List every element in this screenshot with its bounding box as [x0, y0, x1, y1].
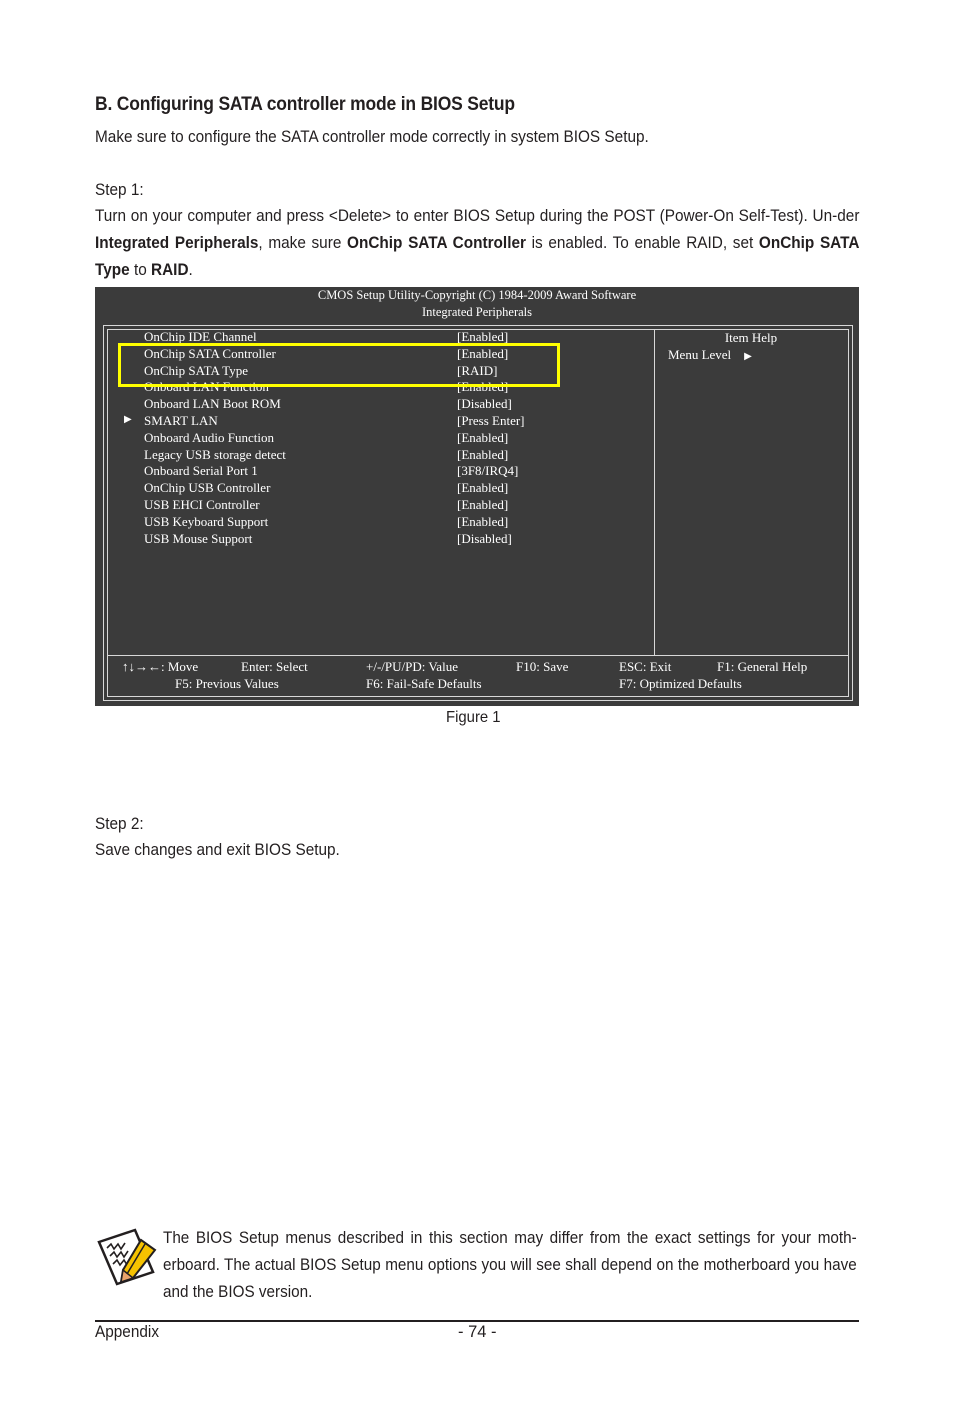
bios-item-label: OnChip SATA Controller	[144, 345, 276, 361]
footer-rule	[95, 1320, 859, 1322]
bios-item-row[interactable]	[108, 531, 648, 548]
bios-item-value[interactable]: [Enabled]	[457, 329, 509, 344]
figure-caption: Figure 1	[446, 709, 501, 726]
bios-title: CMOS Setup Utility-Copyright (C) 1984-2009 Award Software	[317, 288, 637, 302]
item-help-title: Item Help	[724, 330, 778, 345]
step1-instructions: Turn on your computer and press <Delete> to enter BIOS Setup during the POST (Power-On Self-Test). Un-der Integrated Peripherals, make sure OnChip SATA Controller is enabled. To enable RAID, set OnChip SATA Type to RAID.	[95, 207, 860, 279]
menu-level: Menu Level ▶	[668, 347, 752, 362]
step1-label: Step 1:	[95, 181, 144, 199]
step2-label: Step 2:	[95, 815, 144, 833]
bios-item-label: SMART LAN	[144, 413, 218, 428]
bios-item-row[interactable]	[108, 396, 648, 413]
bios-item-row[interactable]	[108, 497, 648, 514]
bios-item-label: USB Mouse Support	[144, 530, 253, 546]
key-previous: F5: Previous Values	[175, 676, 279, 691]
bios-item-row[interactable]	[108, 413, 648, 430]
footer-section: Appendix	[95, 1323, 159, 1341]
bios-item-value[interactable]: [Enabled]	[457, 429, 509, 445]
key-enter: Enter: Select	[241, 659, 308, 674]
keys-divider	[108, 655, 848, 656]
bios-item-label: Onboard LAN Boot ROM	[144, 396, 281, 412]
bios-item-label: Legacy USB storage detect	[144, 446, 286, 462]
onchip-sata-type-term: OnChip SATA Type	[95, 234, 860, 279]
bios-item-label: USB EHCI Controller	[144, 497, 260, 512]
key-esc: ESC: Exit	[619, 659, 672, 674]
menu-level-arrow-icon: ▶	[744, 351, 752, 362]
bios-item-row[interactable]	[108, 447, 648, 464]
bios-item-row[interactable]	[108, 514, 648, 531]
key-value: +/-/PU/PD: Value	[366, 659, 458, 674]
key-failsafe: F6: Fail-Safe Defaults	[366, 676, 482, 691]
page-number: - 74 -	[458, 1323, 497, 1341]
bios-item-value[interactable]: [Enabled]	[457, 497, 509, 512]
key-move: ↑↓→←: Move	[122, 659, 199, 674]
bios-item-label: Onboard LAN Function	[144, 379, 269, 395]
section-heading: B. Configuring SATA controller mode in BIOS Setup	[95, 94, 515, 115]
submenu-arrow-icon: ▶	[124, 414, 132, 425]
bios-item-value[interactable]: [Press Enter]	[457, 413, 525, 428]
key-help: F1: General Help	[717, 659, 808, 674]
bios-item-label: Onboard Audio Function	[144, 429, 274, 445]
key-save: F10: Save	[516, 659, 569, 674]
bios-item-row[interactable]	[108, 430, 648, 447]
bios-item-value[interactable]: [Disabled]	[457, 530, 512, 546]
note-text: The BIOS Setup menus described in this section may differ from the exact settings for your moth-erboard. The actual BIOS Setup menu options you will see shall depend on the motherboard you have and the BIOS version.	[163, 1229, 857, 1301]
bios-item-value[interactable]: [Enabled]	[457, 513, 509, 529]
bios-item-value[interactable]: [3F8/IRQ4]	[457, 463, 519, 479]
onchip-sata-controller-term: OnChip SATA Controller	[347, 234, 526, 252]
bios-item-label: USB Keyboard Support	[144, 513, 269, 529]
bios-item-row[interactable]	[108, 463, 648, 480]
bios-item-value[interactable]: [Enabled]	[457, 345, 509, 361]
bios-item-value[interactable]: [RAID]	[457, 362, 498, 378]
intro-paragraph: Make sure to configure the SATA controller mode correctly in system BIOS Setup.	[95, 128, 649, 146]
note-pencil-icon	[95, 1226, 159, 1290]
help-divider	[654, 330, 655, 655]
bios-subtitle: Integrated Peripherals	[421, 305, 533, 319]
bios-item-label: OnChip USB Controller	[144, 480, 271, 496]
key-optimized: F7: Optimized Defaults	[619, 676, 742, 691]
bios-item-value[interactable]: [Enabled]	[457, 480, 509, 496]
raid-term: RAID	[151, 261, 189, 279]
sata-highlight-box	[118, 343, 560, 387]
bios-item-label: Onboard Serial Port 1	[144, 463, 258, 479]
step2-text: Save changes and exit BIOS Setup.	[95, 841, 340, 859]
integrated-peripherals-term: Integrated Peripherals	[95, 234, 259, 252]
bios-item-label: OnChip SATA Type	[144, 362, 248, 378]
bios-item-value[interactable]: [Enabled]	[457, 446, 509, 462]
bios-item-value[interactable]: [Enabled]	[457, 379, 509, 395]
bios-item-label: OnChip IDE Channel	[144, 329, 257, 344]
bios-item-row[interactable]	[108, 480, 648, 497]
bios-item-value[interactable]: [Disabled]	[457, 396, 512, 412]
